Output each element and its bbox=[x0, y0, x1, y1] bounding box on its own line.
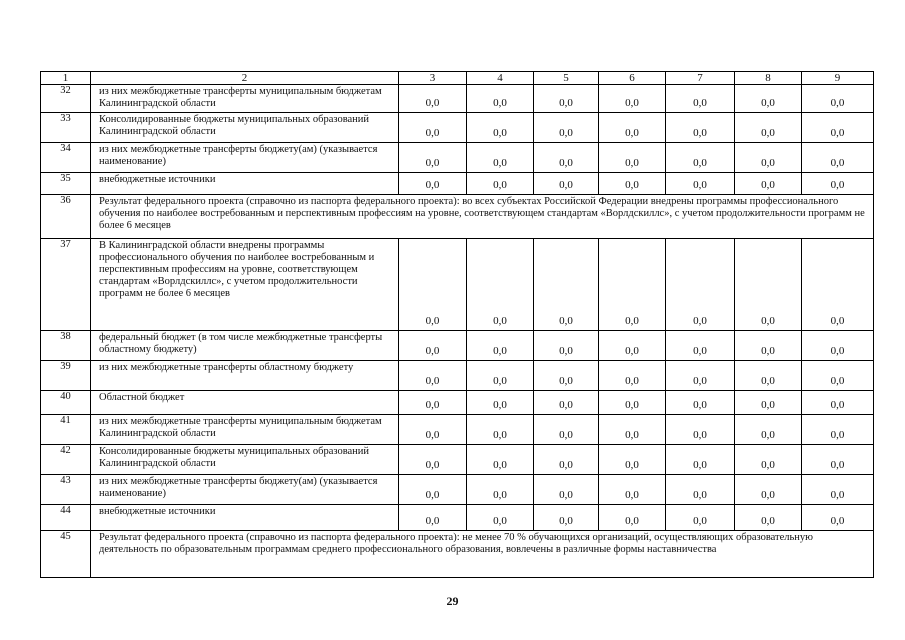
value-cell: 0,0 bbox=[399, 505, 467, 531]
value-cell: 0,0 bbox=[666, 415, 735, 445]
value-cell: 0,0 bbox=[599, 85, 666, 113]
row-number: 34 bbox=[41, 143, 91, 173]
value-cell: 0,0 bbox=[802, 391, 874, 415]
table-row bbox=[41, 475, 874, 505]
value-cell: 0,0 bbox=[802, 475, 874, 505]
value-cell: 0,0 bbox=[467, 331, 534, 361]
value-cell: 0,0 bbox=[735, 505, 802, 531]
value-cell: 0,0 bbox=[599, 391, 666, 415]
row-label: внебюджетные источники bbox=[91, 173, 399, 195]
value-cell: 0,0 bbox=[399, 331, 467, 361]
value-cell: 0,0 bbox=[399, 415, 467, 445]
value-cell: 0,0 bbox=[399, 391, 467, 415]
value-cell: 0,0 bbox=[534, 445, 599, 475]
value-cell: 0,0 bbox=[534, 505, 599, 531]
value-cell: 0,0 bbox=[399, 173, 467, 195]
value-cell: 0,0 bbox=[467, 173, 534, 195]
table-row bbox=[41, 239, 874, 331]
table-row bbox=[41, 143, 874, 173]
value-cell: 0,0 bbox=[534, 85, 599, 113]
table-row bbox=[41, 361, 874, 391]
value-cell: 0,0 bbox=[666, 173, 735, 195]
value-cell: 0,0 bbox=[735, 331, 802, 361]
value-cell: 0,0 bbox=[802, 361, 874, 391]
table-row bbox=[41, 85, 874, 113]
row-number: 42 bbox=[41, 445, 91, 475]
row-number: 41 bbox=[41, 415, 91, 445]
table-row bbox=[41, 505, 874, 531]
value-cell: 0,0 bbox=[599, 239, 666, 331]
row-number: 32 bbox=[41, 85, 91, 113]
value-cell: 0,0 bbox=[735, 239, 802, 331]
value-cell: 0,0 bbox=[599, 445, 666, 475]
value-cell: 0,0 bbox=[735, 445, 802, 475]
value-cell: 0,0 bbox=[467, 445, 534, 475]
row-label: из них межбюджетные трансферты муниципальным бюджетам Калининградской области bbox=[91, 85, 399, 113]
row-label: из них межбюджетные трансферты муниципальным бюджетам Калининградской области bbox=[91, 415, 399, 445]
row-number: 38 bbox=[41, 331, 91, 361]
table-row bbox=[41, 391, 874, 415]
row-number: 45 bbox=[41, 531, 91, 578]
value-cell: 0,0 bbox=[467, 361, 534, 391]
value-cell: 0,0 bbox=[666, 85, 735, 113]
value-cell: 0,0 bbox=[534, 361, 599, 391]
row-number: 40 bbox=[41, 391, 91, 415]
row-label: из них межбюджетные трансферты областному бюджету bbox=[91, 361, 399, 391]
value-cell: 0,0 bbox=[735, 113, 802, 143]
value-cell: 0,0 bbox=[735, 173, 802, 195]
value-cell: 0,0 bbox=[534, 475, 599, 505]
value-cell: 0,0 bbox=[467, 113, 534, 143]
value-cell: 0,0 bbox=[534, 173, 599, 195]
value-cell: 0,0 bbox=[467, 391, 534, 415]
value-cell: 0,0 bbox=[735, 415, 802, 445]
table-row bbox=[41, 531, 874, 578]
row-number: 43 bbox=[41, 475, 91, 505]
value-cell: 0,0 bbox=[399, 475, 467, 505]
value-cell: 0,0 bbox=[534, 391, 599, 415]
table-row bbox=[41, 173, 874, 195]
value-cell: 0,0 bbox=[534, 415, 599, 445]
row-label: из них межбюджетные трансферты бюджету(ам) (указывается наименование) bbox=[91, 143, 399, 173]
value-cell: 0,0 bbox=[534, 143, 599, 173]
header-cell: 5 bbox=[534, 72, 599, 85]
row-label: федеральный бюджет (в том числе межбюджетные трансферты областному бюджету) bbox=[91, 331, 399, 361]
value-cell: 0,0 bbox=[802, 505, 874, 531]
value-cell: 0,0 bbox=[599, 505, 666, 531]
value-cell: 0,0 bbox=[534, 239, 599, 331]
value-cell: 0,0 bbox=[735, 85, 802, 113]
value-cell: 0,0 bbox=[467, 85, 534, 113]
value-cell: 0,0 bbox=[735, 361, 802, 391]
value-cell: 0,0 bbox=[802, 239, 874, 331]
page-number: 29 bbox=[446, 594, 459, 608]
value-cell: 0,0 bbox=[467, 143, 534, 173]
value-cell: 0,0 bbox=[399, 361, 467, 391]
value-cell: 0,0 bbox=[802, 415, 874, 445]
value-cell: 0,0 bbox=[399, 113, 467, 143]
value-cell: 0,0 bbox=[802, 331, 874, 361]
value-cell: 0,0 bbox=[666, 361, 735, 391]
header-cell: 7 bbox=[666, 72, 735, 85]
value-cell: 0,0 bbox=[399, 85, 467, 113]
value-cell: 0,0 bbox=[666, 475, 735, 505]
value-cell: 0,0 bbox=[467, 505, 534, 531]
value-cell: 0,0 bbox=[467, 239, 534, 331]
value-cell: 0,0 bbox=[735, 475, 802, 505]
value-cell: 0,0 bbox=[802, 445, 874, 475]
value-cell: 0,0 bbox=[534, 113, 599, 143]
value-cell: 0,0 bbox=[467, 415, 534, 445]
value-cell: 0,0 bbox=[666, 143, 735, 173]
row-number: 37 bbox=[41, 239, 91, 331]
table-row bbox=[41, 195, 874, 239]
section-result-text: Результат федерального проекта (справочно из паспорта федерального проекта): не менее 70 % обучающихся организаций, осуществляющих образовательную деятельность по образовательным программам среднего профессионального образования, вовлечены в различные формы наставничества bbox=[91, 531, 874, 578]
value-cell: 0,0 bbox=[735, 143, 802, 173]
header-cell: 6 bbox=[599, 72, 666, 85]
header-cell: 1 bbox=[41, 72, 91, 85]
row-label: из них межбюджетные трансферты бюджету(ам) (указывается наименование) bbox=[91, 475, 399, 505]
value-cell: 0,0 bbox=[399, 239, 467, 331]
value-cell: 0,0 bbox=[599, 415, 666, 445]
table-row bbox=[41, 331, 874, 361]
table-row bbox=[41, 415, 874, 445]
row-label: Областной бюджет bbox=[91, 391, 399, 415]
header-cell: 3 bbox=[399, 72, 467, 85]
row-number: 44 bbox=[41, 505, 91, 531]
value-cell: 0,0 bbox=[802, 113, 874, 143]
value-cell: 0,0 bbox=[666, 445, 735, 475]
row-number: 39 bbox=[41, 361, 91, 391]
value-cell: 0,0 bbox=[666, 505, 735, 531]
value-cell: 0,0 bbox=[802, 85, 874, 113]
value-cell: 0,0 bbox=[399, 143, 467, 173]
row-number: 33 bbox=[41, 113, 91, 143]
value-cell: 0,0 bbox=[666, 239, 735, 331]
row-number: 35 bbox=[41, 173, 91, 195]
value-cell: 0,0 bbox=[666, 391, 735, 415]
row-number: 36 bbox=[41, 195, 91, 239]
value-cell: 0,0 bbox=[534, 331, 599, 361]
value-cell: 0,0 bbox=[599, 361, 666, 391]
budget-table bbox=[40, 71, 874, 578]
table-row bbox=[41, 445, 874, 475]
value-cell: 0,0 bbox=[599, 143, 666, 173]
header-cell: 4 bbox=[467, 72, 534, 85]
section-result-text: Результат федерального проекта (справочно из паспорта федерального проекта): во всех субъектах Российской Федерации внедрены программы профессионального обучения по наиболее востребованным и перспективным профессиям на уровне, соответствующем стандартам «Ворлдскиллс», с учетом продолжительности программ не более 6 месяцев bbox=[91, 195, 874, 239]
row-label: Консолидированные бюджеты муниципальных образований Калининградской области bbox=[91, 113, 399, 143]
value-cell: 0,0 bbox=[802, 143, 874, 173]
value-cell: 0,0 bbox=[599, 475, 666, 505]
value-cell: 0,0 bbox=[802, 173, 874, 195]
table-row bbox=[41, 113, 874, 143]
header-cell: 8 bbox=[735, 72, 802, 85]
value-cell: 0,0 bbox=[399, 445, 467, 475]
header-row bbox=[41, 72, 874, 85]
value-cell: 0,0 bbox=[599, 113, 666, 143]
value-cell: 0,0 bbox=[735, 391, 802, 415]
value-cell: 0,0 bbox=[467, 475, 534, 505]
row-label: внебюджетные источники bbox=[91, 505, 399, 531]
value-cell: 0,0 bbox=[666, 331, 735, 361]
header-cell: 9 bbox=[802, 72, 874, 85]
value-cell: 0,0 bbox=[599, 173, 666, 195]
header-cell: 2 bbox=[91, 72, 399, 85]
row-label: В Калининградской области внедрены программы профессионального обучения по наиболее востребованным и перспективным профессиям на уровне, соответствующем стандартам «Ворлдскиллс», с учетом продолжительности программ не более 6 месяцев bbox=[91, 239, 399, 331]
row-label: Консолидированные бюджеты муниципальных образований Калининградской области bbox=[91, 445, 399, 475]
value-cell: 0,0 bbox=[599, 331, 666, 361]
value-cell: 0,0 bbox=[666, 113, 735, 143]
